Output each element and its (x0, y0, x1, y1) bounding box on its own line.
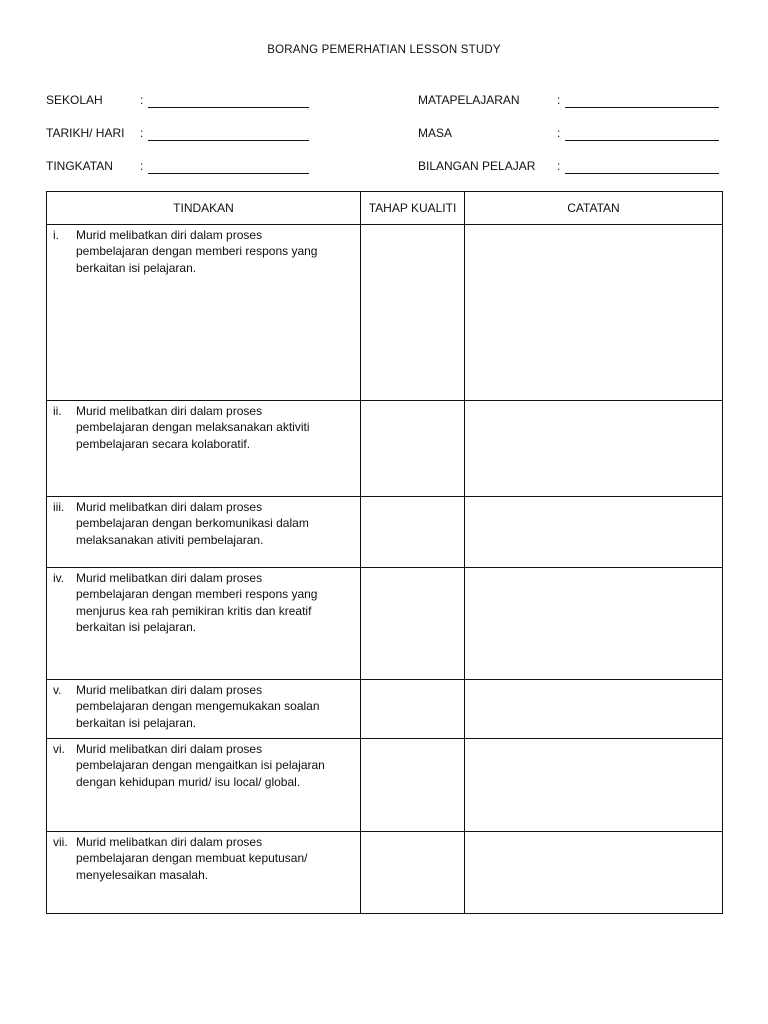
item-text-line: Murid melibatkan diri dalam proses (76, 500, 263, 514)
item-text-line: pembelajaran secara kolaboratif. (76, 436, 251, 451)
item-text-line: pembelajaran dengan memberi respons yang (76, 587, 318, 602)
matapelajaran-input-line[interactable] (565, 107, 719, 108)
tahap-kualiti-cell[interactable] (361, 497, 465, 568)
item-text-line: Murid melibatkan diri dalam proses (76, 835, 263, 849)
item-number: iv. (53, 571, 65, 585)
item-text-line: Murid melibatkan diri dalam proses (76, 571, 263, 585)
item-text-line: pembelajaran dengan mengemukakan soalan (76, 699, 320, 714)
item-number: iii. (53, 500, 65, 514)
field-colon: : (557, 159, 561, 173)
catatan-cell[interactable] (465, 739, 723, 832)
header-tahap-kualiti: TAHAP KUALITI (361, 192, 465, 225)
catatan-cell[interactable] (465, 832, 723, 914)
item-text-line: berkaitan isi pelajaran. (76, 260, 197, 275)
item-text-line: Murid melibatkan diri dalam proses (76, 683, 263, 697)
form-title: BORANG PEMERHATIAN LESSON STUDY (267, 44, 501, 56)
tindakan-cell (47, 401, 361, 497)
catatan-cell[interactable] (465, 497, 723, 568)
tindakan-cell (47, 832, 361, 914)
item-text-line: Murid melibatkan diri dalam proses (76, 228, 263, 242)
item-text-line: berkaitan isi pelajaran. (76, 620, 197, 635)
catatan-cell[interactable] (465, 568, 723, 680)
item-text-line: Murid melibatkan diri dalam proses (76, 742, 263, 756)
field-label-tingkatan: TINGKATAN (46, 159, 113, 173)
field-colon: : (140, 159, 144, 173)
field-colon: : (140, 126, 144, 140)
table-row (47, 568, 723, 680)
tingkatan-input-line[interactable] (148, 173, 309, 174)
catatan-cell[interactable] (465, 680, 723, 739)
field-label-tarikh: TARIKH/ HARI (46, 126, 125, 140)
item-text-line: pembelajaran dengan mengaitkan isi pelajaran (76, 758, 325, 773)
tindakan-cell (47, 497, 361, 568)
item-text-line: pembelajaran dengan membuat keputusan/ (76, 851, 308, 866)
item-number: i. (53, 228, 59, 242)
observation-table (46, 191, 723, 914)
tahap-kualiti-cell[interactable] (361, 832, 465, 914)
tahap-kualiti-cell[interactable] (361, 739, 465, 832)
tindakan-cell (47, 568, 361, 680)
header-tindakan: TINDAKAN (47, 192, 361, 225)
field-colon: : (557, 126, 561, 140)
tahap-kualiti-cell[interactable] (361, 568, 465, 680)
catatan-cell[interactable] (465, 401, 723, 497)
item-text-line: menyelesaikan masalah. (76, 867, 209, 882)
masa-input-line[interactable] (565, 140, 719, 141)
item-text-line: melaksanakan ativiti pembelajaran. (76, 532, 264, 547)
item-number: vi. (53, 742, 65, 756)
table-row (47, 401, 723, 497)
field-label-bilangan: BILANGAN PELAJAR (418, 159, 536, 173)
table-header-row (47, 192, 723, 225)
tindakan-cell (47, 225, 361, 401)
field-label-masa: MASA (418, 126, 453, 140)
table-row (47, 832, 723, 914)
table-row (47, 680, 723, 739)
table-row (47, 497, 723, 568)
item-text-line: berkaitan isi pelajaran. (76, 715, 197, 730)
tahap-kualiti-cell[interactable] (361, 680, 465, 739)
tahap-kualiti-cell[interactable] (361, 225, 465, 401)
item-text-line: menjurus kea rah pemikiran kritis dan kreatif (76, 603, 312, 618)
item-number: ii. (53, 404, 62, 418)
tindakan-cell (47, 739, 361, 832)
bilangan-input-line[interactable] (565, 173, 719, 174)
field-label-matapelajaran: MATAPELAJARAN (418, 93, 520, 107)
table-row (47, 225, 723, 401)
item-text-line: pembelajaran dengan berkomunikasi dalam (76, 516, 309, 531)
item-number: vii. (53, 835, 68, 849)
tahap-kualiti-cell[interactable] (361, 401, 465, 497)
item-text-line: Murid melibatkan diri dalam proses (76, 404, 263, 418)
tindakan-cell (47, 680, 361, 739)
field-colon: : (557, 93, 561, 107)
sekolah-input-line[interactable] (148, 107, 309, 108)
item-number: v. (53, 683, 62, 697)
table-row (47, 739, 723, 832)
item-text-line: dengan kehidupan murid/ isu local/ global. (76, 774, 301, 789)
header-catatan: CATATAN (465, 192, 723, 225)
item-text-line: pembelajaran dengan melaksanakan aktiviti (76, 420, 310, 435)
field-label-sekolah: SEKOLAH (46, 93, 103, 107)
tarikh-input-line[interactable] (148, 140, 309, 141)
item-text-line: pembelajaran dengan memberi respons yang (76, 244, 318, 259)
catatan-cell[interactable] (465, 225, 723, 401)
field-colon: : (140, 93, 144, 107)
